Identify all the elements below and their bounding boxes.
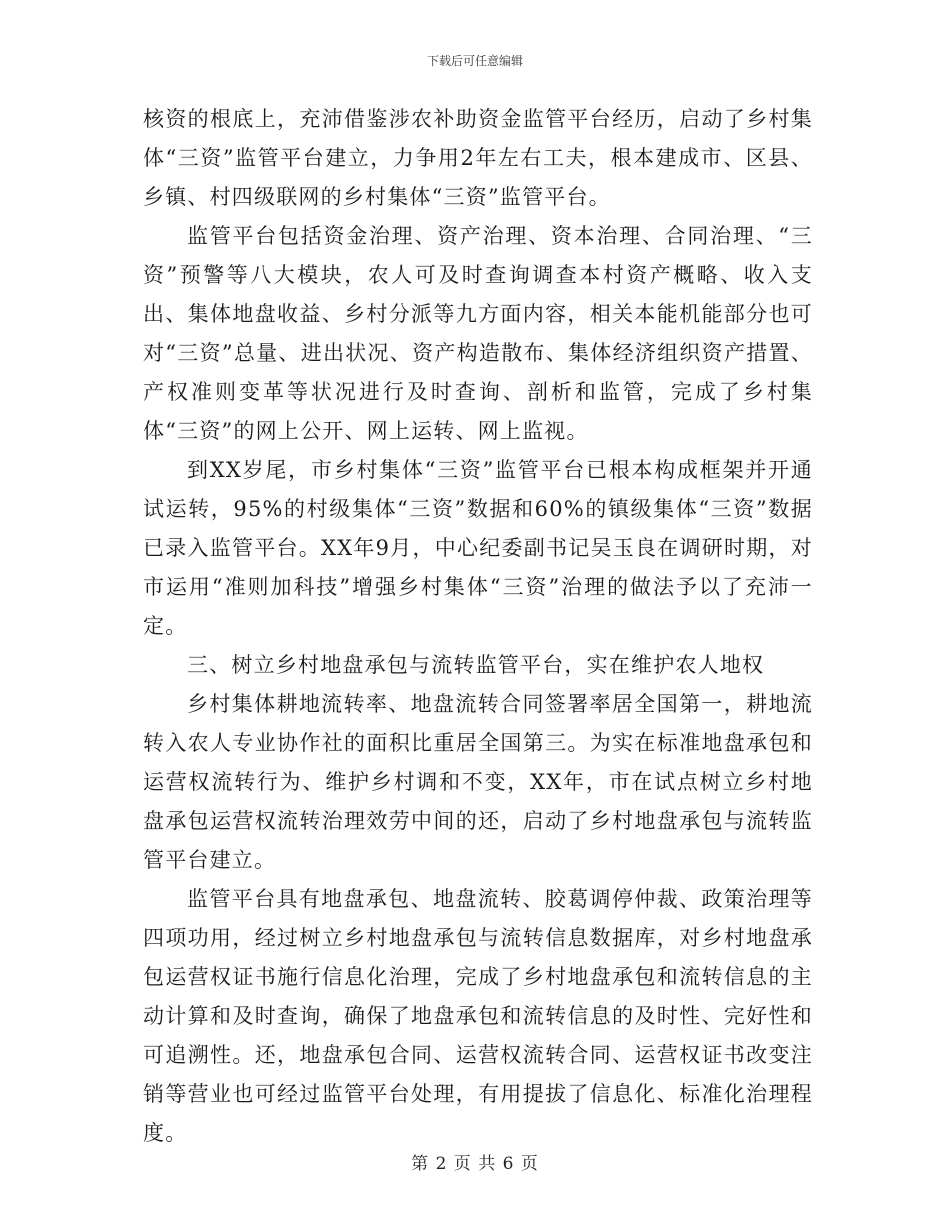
section-heading-three: 三、树立乡村地盘承包与流转监管平台，实在维护农人地权 [187,653,765,677]
page-header: 下载后可任意编辑 [426,54,523,68]
paragraph-land-transfer: 乡村集体耕地流转率、地盘流转合同签署率居全国第一，耕地流转入农人专业协作社的面积比重居全国第三。为实在标准地盘承包和运营权流转行为、维护乡村调和不变，XX年，市在试点树立乡村地盘承包运营权流转治理效劳中间的还，启动了乡村地盘承包与流转监管平台建立。 [143,692,813,872]
paragraph-platform-functions: 监管平台具有地盘承包、地盘流转、胶葛调停仲裁、政策治理等四项功用，经过树立乡村地盘承包与流转信息数据库，对乡村地盘承包运营权证书施行信息化治理，完成了乡村地盘承包和流转信息的主动计算和及时查询，确保了地盘承包和流转信息的及时性、完好性和可追溯性。还，地盘承包合同、运营权流转合同、运营权证书改变注销等营业也可经过监管平台处理，有用提拔了信息化、标准化治理程度。 [143,887,813,1145]
document-body [143,100,813,1153]
paragraph-continuation: 核资的根底上，充沛借鉴涉农补助资金监管平台经历，启动了乡村集体“三资”监管平台建立，力争用2年左右工夫，根本建成市、区县、乡镇、村四级联网的乡村集体“三资”监管平台。 [143,107,813,209]
paragraph-progress: 到XX岁尾，市乡村集体“三资”监管平台已根本构成框架并开通试运转，95%的村级集体“三资”数据和60%的镇级集体“三资”数据已录入监管平台。XX年9月，中心纪委副书记吴玉良在调研时期，对市运用“准则加科技”增强乡村集体“三资”治理的做法予以了充沛一定。 [143,458,813,638]
paragraph-platform-modules: 监管平台包括资金治理、资产治理、资本治理、合同治理、“三资”预警等八大模块，农人可及时查询调查本村资产概略、收入支出、集体地盘收益、乡村分派等九方面内容，相关本能机能部分也可对“三资”总量、进出状况、资产构造散布、集体经济组织资产措置、产权准则变革等状况进行及时查询、剖析和监管，完成了乡村集体“三资”的网上公开、网上运转、网上监视。 [143,224,813,443]
page-number-footer: 第 2 页 共 6 页 [411,1154,539,1174]
